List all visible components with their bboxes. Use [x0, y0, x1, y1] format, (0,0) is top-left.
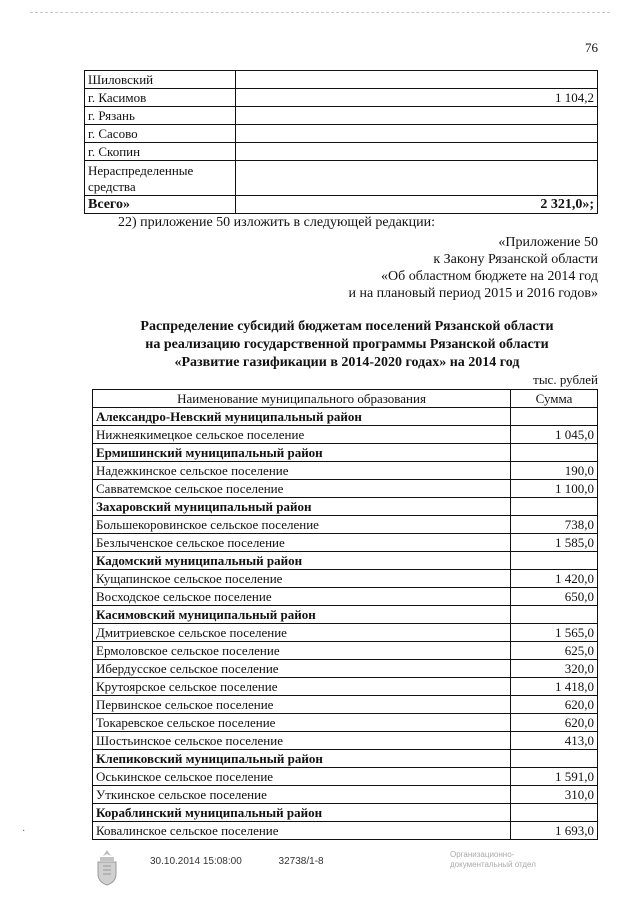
settlement-name: Уткинское сельское поселение [93, 786, 511, 804]
title-line: Распределение субсидий бюджетам поселений Рязанской области [140, 319, 554, 334]
settlement-row [93, 732, 598, 750]
settlement-row [93, 516, 598, 534]
settlement-row [93, 588, 598, 606]
subsidy-sum: 1 045,0 [511, 426, 598, 444]
total-row [85, 196, 598, 214]
org-watermark [450, 850, 536, 870]
subsidy-sum: 650,0 [511, 588, 598, 606]
appendix-line: к Закону Рязанской области [433, 252, 598, 267]
table-row [85, 125, 598, 143]
settlement-name: Ибердусское сельское поселение [93, 660, 511, 678]
subsidy-sum: 190,0 [511, 462, 598, 480]
subsidy-sum: 320,0 [511, 660, 598, 678]
settlement-name: Дмитриевское сельское поселение [93, 624, 511, 642]
coat-of-arms-icon [92, 848, 122, 886]
district-row [93, 750, 598, 768]
settlement-name: Крутоярское сельское поселение [93, 678, 511, 696]
org-line: Организационно- [450, 850, 515, 859]
table-row [85, 89, 598, 107]
footer-stamp [150, 856, 324, 867]
settlement-name: Ермоловское сельское поселение [93, 642, 511, 660]
settlement-name: Савватемское сельское поселение [93, 480, 511, 498]
units-label: тыс. рублей [533, 372, 598, 387]
table-header-row [93, 390, 598, 408]
subsidy-sum [511, 408, 598, 426]
margin-mark: · [22, 826, 26, 837]
subsidy-sum [511, 444, 598, 462]
settlement-name: Первинское сельское поселение [93, 696, 511, 714]
org-line: документальный отдел [450, 860, 536, 869]
subsidy-sum: 620,0 [511, 696, 598, 714]
settlement-row [93, 696, 598, 714]
subsidy-sum: 738,0 [511, 516, 598, 534]
appendix-line: и на плановый период 2015 и 2016 годов» [348, 286, 598, 301]
settlement-name: Ковалинское сельское поселение [93, 822, 511, 840]
page-number: 76 [585, 40, 598, 55]
district-row [93, 552, 598, 570]
appendix-line: «Об областном бюджете на 2014 год [381, 269, 598, 284]
settlement-row [93, 786, 598, 804]
settlement-name: Оськинское сельское поселение [93, 768, 511, 786]
settlement-name: Большекоровинское сельское поселение [93, 516, 511, 534]
subsidy-sum: 413,0 [511, 732, 598, 750]
settlement-row [93, 462, 598, 480]
subsidy-sum: 1 693,0 [511, 822, 598, 840]
settlement-row [93, 624, 598, 642]
district-name: Касимовский муниципальный район [93, 606, 511, 624]
settlement-name: Безлыченское сельское поселение [93, 534, 511, 552]
subsidy-sum: 1 591,0 [511, 768, 598, 786]
settlement-row [93, 534, 598, 552]
previous-appendix-table [84, 70, 598, 214]
district-name: Клепиковский муниципальный район [93, 750, 511, 768]
row-value [236, 71, 598, 89]
row-value [236, 107, 598, 125]
district-name: Кораблинский муниципальный район [93, 804, 511, 822]
subsidy-sum [511, 498, 598, 516]
subsidy-sum: 1 585,0 [511, 534, 598, 552]
row-name: Шиловский [85, 71, 236, 89]
district-row [93, 804, 598, 822]
settlement-row [93, 822, 598, 840]
settlement-row [93, 480, 598, 498]
title-line: «Развитие газификации в 2014-2020 годах» на 2014 год [174, 355, 520, 370]
subsidy-sum: 620,0 [511, 714, 598, 732]
settlement-row [93, 768, 598, 786]
row-value [236, 143, 598, 161]
top-edge-line [30, 12, 610, 13]
district-name: Александро-Невский муниципальный район [93, 408, 511, 426]
column-header-name: Наименование муниципального образования [93, 390, 511, 408]
settlement-row [93, 678, 598, 696]
settlement-name: Восходское сельское поселение [93, 588, 511, 606]
district-row [93, 606, 598, 624]
appendix-header [348, 234, 598, 302]
document-title [90, 318, 604, 372]
subsidy-sum [511, 606, 598, 624]
footer-reg-number: 32738/1-8 [278, 856, 324, 867]
settlement-row [93, 642, 598, 660]
row-name: г. Касимов [85, 89, 236, 107]
district-name: Захаровский муниципальный район [93, 498, 511, 516]
district-row [93, 444, 598, 462]
district-row [93, 408, 598, 426]
footer-timestamp: 30.10.2014 15:08:00 [150, 856, 242, 867]
column-header-sum: Сумма [511, 390, 598, 408]
table-row [85, 161, 598, 196]
settlement-name: Нижнеякимецкое сельское поселение [93, 426, 511, 444]
appendix-line: «Приложение 50 [498, 235, 598, 250]
subsidy-sum [511, 804, 598, 822]
row-name: г. Скопин [85, 143, 236, 161]
table-row [85, 71, 598, 89]
settlement-name: Кущапинское сельское поселение [93, 570, 511, 588]
settlement-name: Надежкинское сельское поселение [93, 462, 511, 480]
district-name: Кадомский муниципальный район [93, 552, 511, 570]
title-line: на реализацию государственной программы Рязанской области [145, 337, 549, 352]
subsidy-sum: 1 418,0 [511, 678, 598, 696]
subsidy-sum [511, 552, 598, 570]
row-name: Нераспределенные средства [85, 161, 236, 196]
subsidy-sum [511, 750, 598, 768]
district-name: Ермишинский муниципальный район [93, 444, 511, 462]
subsidy-sum: 1 565,0 [511, 624, 598, 642]
row-name: г. Сасово [85, 125, 236, 143]
settlement-name: Токаревское сельское поселение [93, 714, 511, 732]
settlement-name: Шостьинское сельское поселение [93, 732, 511, 750]
row-value: 1 104,2 [236, 89, 598, 107]
amendment-paragraph: 22) приложение 50 изложить в следующей редакции: [118, 215, 435, 230]
row-value [236, 161, 598, 196]
total-label: Всего» [85, 196, 236, 214]
row-name: г. Рязань [85, 107, 236, 125]
total-value: 2 321,0»; [236, 196, 598, 214]
district-row [93, 498, 598, 516]
subsidy-sum: 625,0 [511, 642, 598, 660]
subsidy-sum: 1 420,0 [511, 570, 598, 588]
table-row [85, 143, 598, 161]
subsidy-sum: 310,0 [511, 786, 598, 804]
settlement-row [93, 570, 598, 588]
settlement-row [93, 426, 598, 444]
row-value [236, 125, 598, 143]
settlement-row [93, 660, 598, 678]
subsidy-table [92, 389, 598, 840]
subsidy-sum: 1 100,0 [511, 480, 598, 498]
table-row [85, 107, 598, 125]
settlement-row [93, 714, 598, 732]
